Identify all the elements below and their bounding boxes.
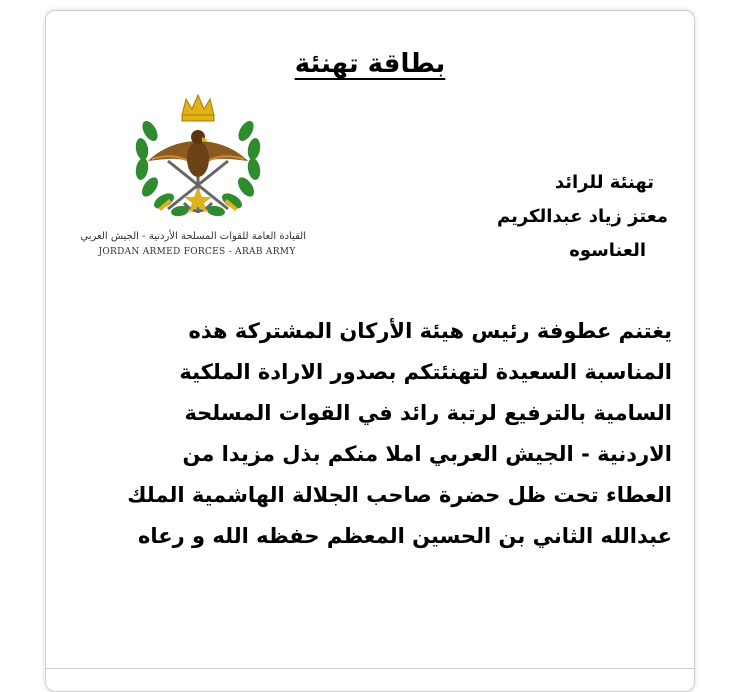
greeting-card xyxy=(45,10,695,692)
congratulation-message: يغتنم عطوفة رئيس هيئة الأركان المشتركة هذه المناسبة السعيدة لتهنئتكم بصدور الارادة الملكية السامية بالترفيع لرتبة رائد في القوات المسلحة الاردنية - الجيش العربي املا منكم بذل مزيدا من العطاء تحت ظل حضرة صاحب الجلالة الهاشمية الملك عبدالله الثاني بن الحسين المعظم حفظه الله و رعاه xyxy=(127,319,672,548)
recipient-family-name: العناسوه xyxy=(569,240,646,261)
recipient-greeting: تهنئة للرائد xyxy=(554,172,654,193)
recipient-block xyxy=(394,166,668,268)
card-title: بطاقة تهنئة xyxy=(294,49,446,79)
jordan-armed-forces-emblem-icon xyxy=(128,91,268,231)
emblem-arabic-caption: القيادة العامة للقوات المسلحة الأردنية - الجيش العربي xyxy=(80,231,306,242)
emblem-english-caption: JORDAN ARMED FORCES - ARAB ARMY xyxy=(98,247,296,257)
recipient-name: معتز زياد عبدالكريم xyxy=(496,206,668,227)
